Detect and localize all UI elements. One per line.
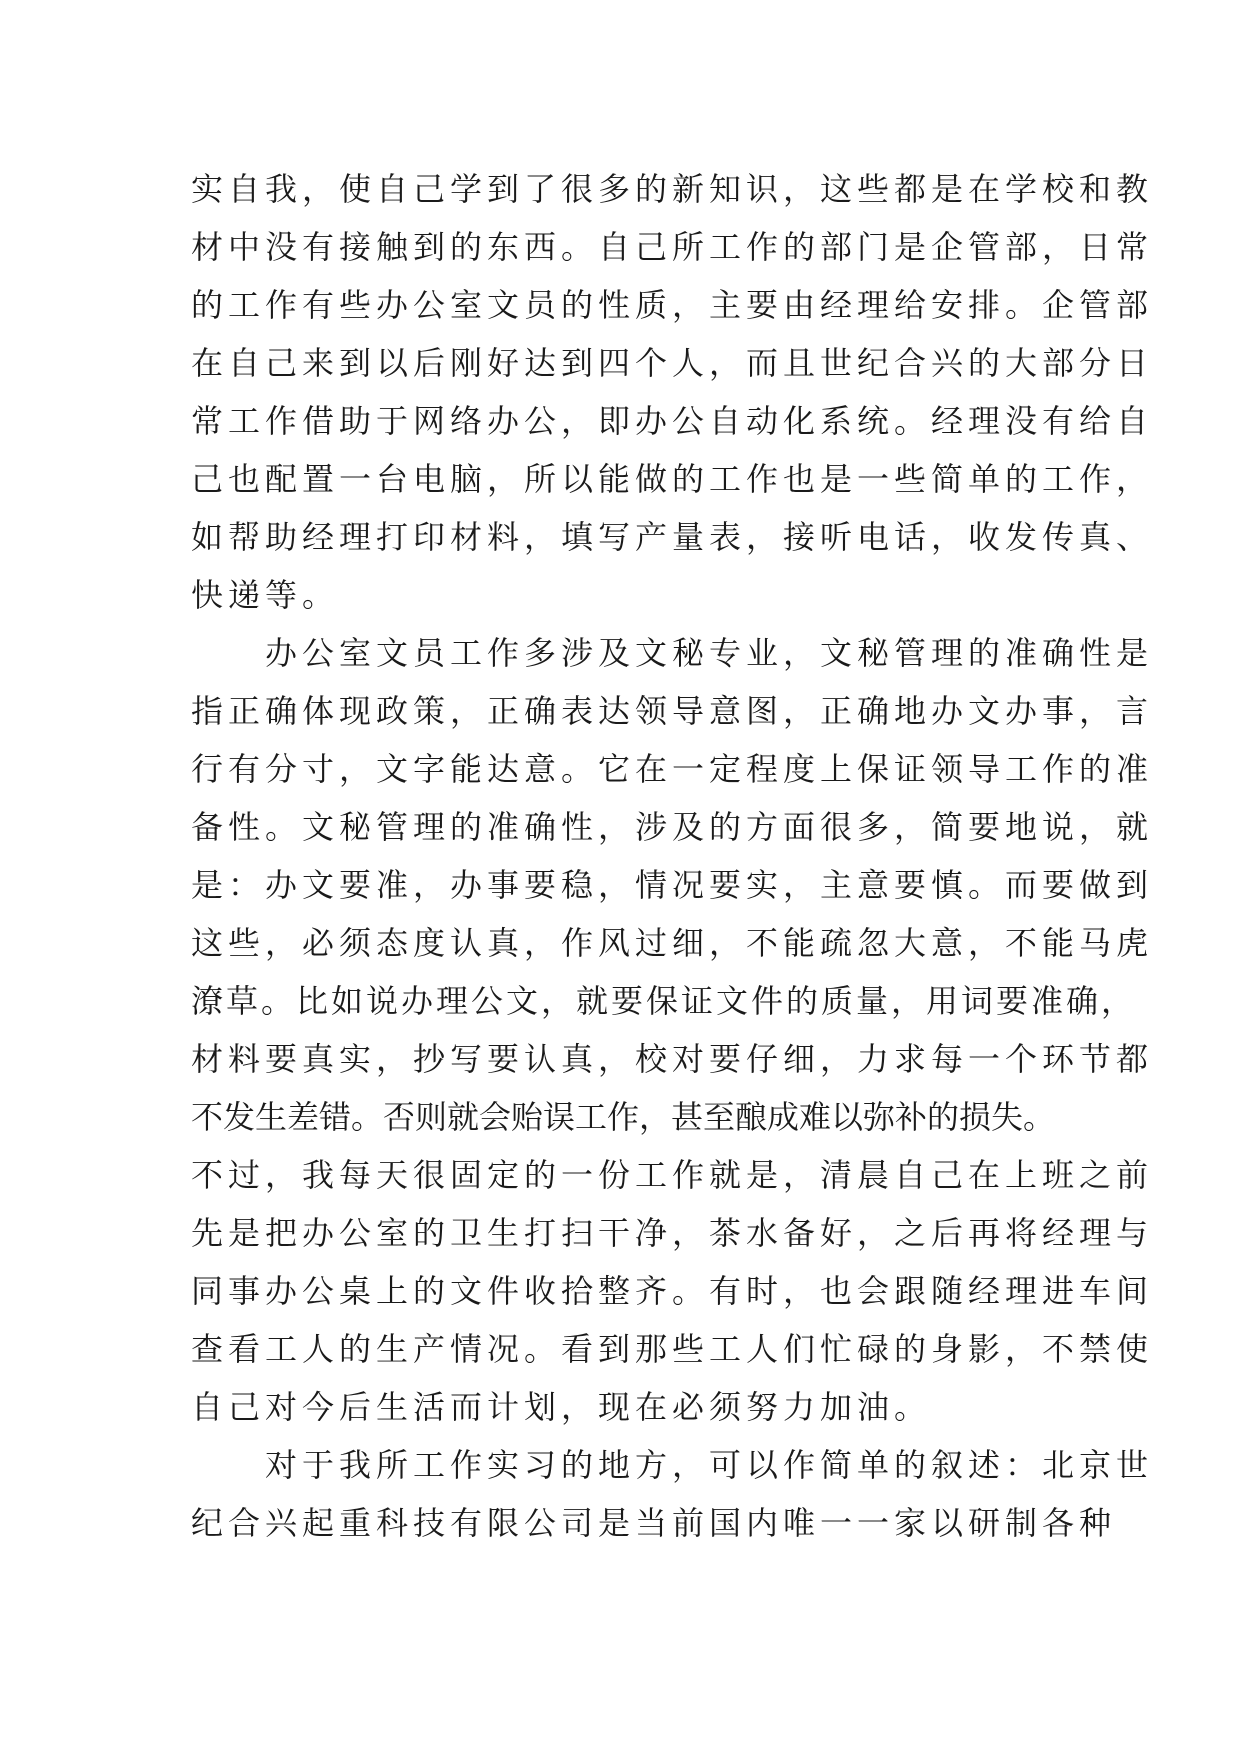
text-line: 这些，必须态度认真，作风过细，不能疏忽大意，不能马虎 [191, 924, 1154, 962]
text-line: 同事办公桌上的文件收拾整齐。有时，也会跟随经理进车间 [191, 1272, 1154, 1310]
text-line: 常工作借助于网络办公，即办公自动化系统。经理没有给自 [191, 402, 1154, 440]
text-line: 不过，我每天很固定的一份工作就是，清晨自己在上班之前 [191, 1156, 1154, 1194]
text-line: 的工作有些办公室文员的性质，主要由经理给安排。企管部 [191, 286, 1154, 324]
text-line: 在自己来到以后刚好达到四个人，而且世纪合兴的大部分日 [191, 344, 1154, 382]
text-line: 自己对今后生活而计划，现在必须努力加油。 [191, 1388, 932, 1426]
text-line: 快递等。 [191, 576, 340, 614]
text-line: 不发生差错。否则就会贻误工作，甚至酿成难以弥补的损失。 [191, 1098, 1056, 1136]
text-line: 办公室文员工作多涉及文秘专业，文秘管理的准确性是 [191, 634, 1154, 672]
body-text [191, 160, 1154, 1552]
text-line: 纪合兴起重科技有限公司是当前国内唯一一家以研制各种 [191, 1504, 1117, 1542]
text-line: 指正确体现政策，正确表达领导意图，正确地办文办事，言 [191, 692, 1154, 730]
text-line: 潦草。比如说办理公文，就要保证文件的质量，用词要准确， [191, 982, 1137, 1020]
text-line: 如帮助经理打印材料，填写产量表，接听电话，收发传真、 [191, 518, 1154, 556]
text-line: 行有分寸，文字能达意。它在一定程度上保证领导工作的准 [191, 750, 1154, 788]
text-line: 实自我，使自己学到了很多的新知识，这些都是在学校和教 [191, 170, 1154, 208]
text-line: 是：办文要准，办事要稳，情况要实，主意要慎。而要做到 [191, 866, 1154, 904]
text-line: 对于我所工作实习的地方，可以作简单的叙述：北京世 [191, 1446, 1154, 1484]
text-line: 备性。文秘管理的准确性，涉及的方面很多，简要地说，就 [191, 808, 1154, 846]
text-line: 查看工人的生产情况。看到那些工人们忙碌的身影，不禁使 [191, 1330, 1154, 1368]
text-line: 先是把办公室的卫生打扫干净，茶水备好，之后再将经理与 [191, 1214, 1154, 1252]
text-line: 材中没有接触到的东西。自己所工作的部门是企管部，日常 [191, 228, 1154, 266]
text-line: 材料要真实，抄写要认真，校对要仔细，力求每一个环节都 [191, 1040, 1154, 1078]
text-line: 己也配置一台电脑，所以能做的工作也是一些简单的工作， [191, 460, 1154, 498]
